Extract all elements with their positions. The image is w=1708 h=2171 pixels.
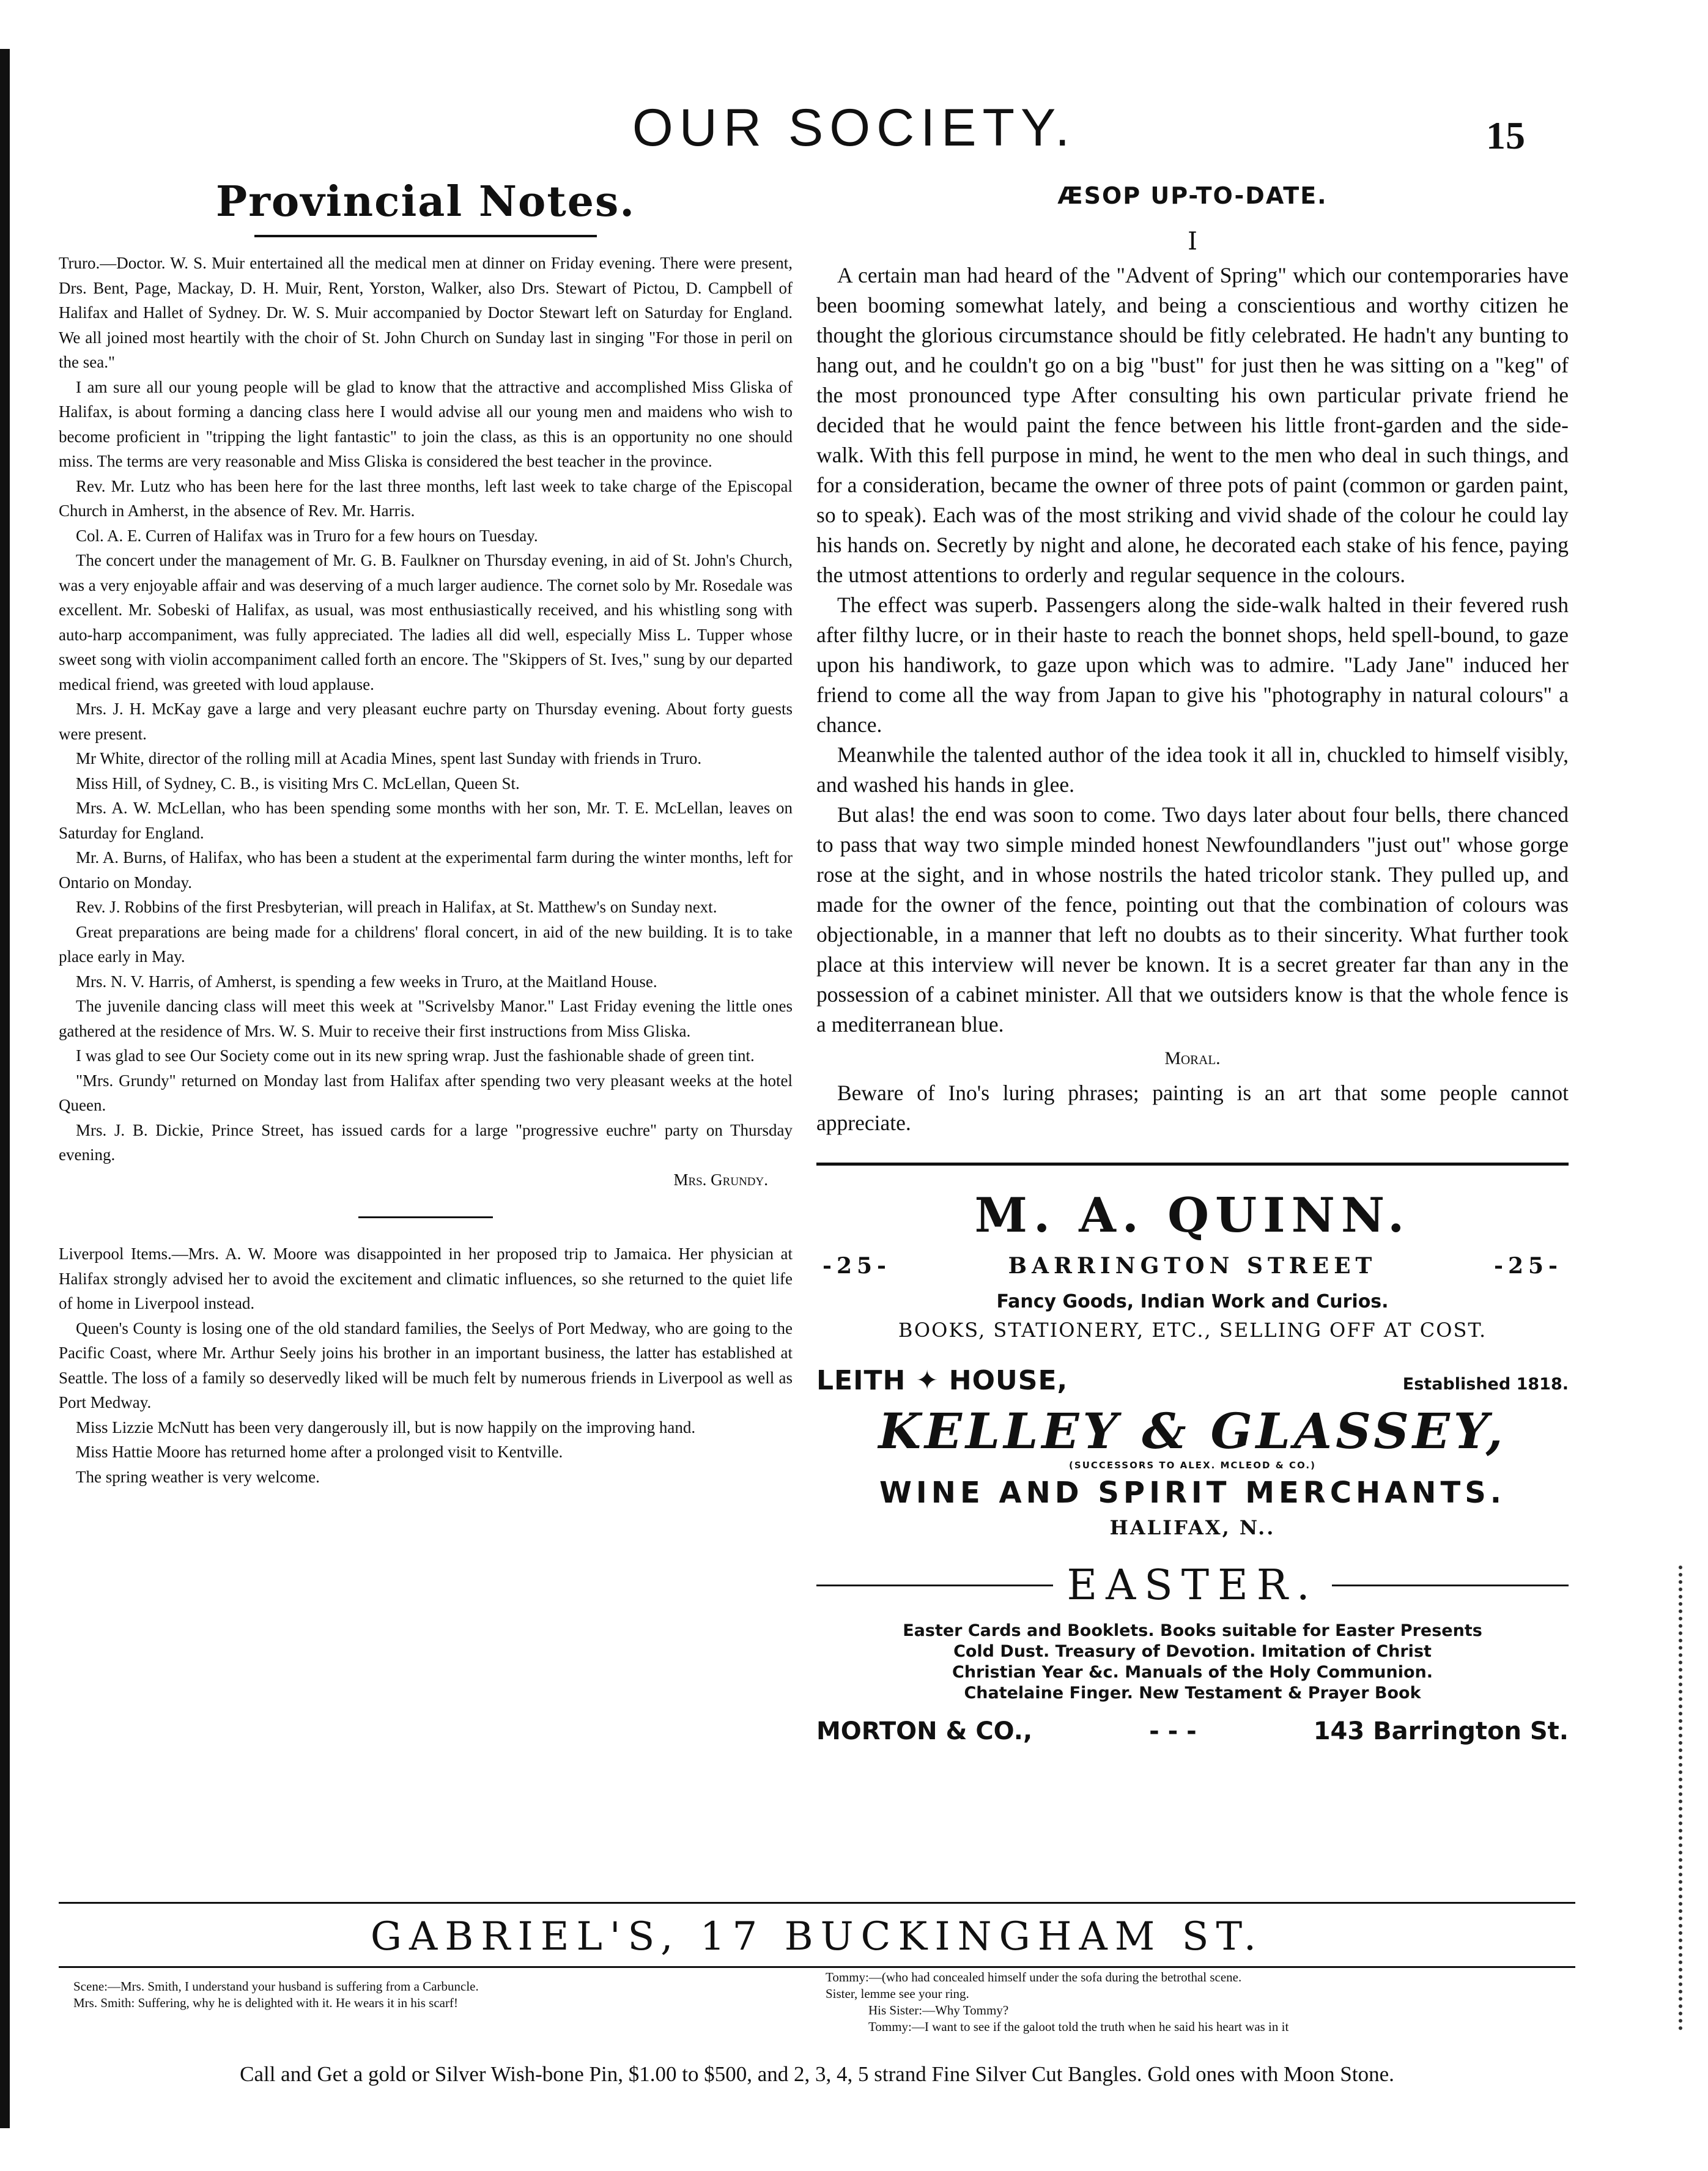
leith-house: LEITH ✦ HOUSE, bbox=[816, 1365, 1068, 1396]
gabriel-joke-right bbox=[826, 1969, 1572, 2035]
quinn-ad bbox=[816, 1188, 1569, 1342]
bangles-ad: Call and Get a gold or Silver Wish-bone Pin, $1.00 to $500, and 2, 3, 4, 5 strand Fine Silver Cut Bangles. Gold ones with Moon Stone. bbox=[240, 2062, 1394, 2086]
gabriel-rule-bottom bbox=[59, 1966, 1575, 1968]
provincial-notes-column bbox=[59, 177, 793, 1489]
aesop-paragraph: The effect was superb. Passengers along the side-walk halted in their fevered rush after filthy lucre, or in their haste to reach the bonnet shops, held spell-bound, to gaze upon his handiwork, to gaze upon which was to admire. "Lady Jane" induced her friend to come all the way from Japan to give his "photography in natural colours" a chance. bbox=[816, 593, 1569, 737]
note-paragraph: Miss Hill, of Sydney, C. B., is visiting Mrs C. McLellan, Queen St. bbox=[76, 774, 520, 793]
masthead-title: OUR SOCIETY. bbox=[632, 98, 1076, 157]
established: Established 1818. bbox=[1402, 1375, 1569, 1394]
successors-note: (SUCCESSORS TO ALEX. MCLEOD & CO.) bbox=[1069, 1460, 1316, 1471]
note-paragraph: Mrs. N. V. Harris, of Amherst, is spending a few weeks in Truro, at the Maitland House. bbox=[76, 972, 657, 991]
ad-rule bbox=[816, 1163, 1569, 1166]
note-paragraph: I am sure all our young people will be glad to know that the attractive and accomplished Miss Gliska of Halifax, is about forming a dancing class here I would advise all our young men and maidens who wish to become proficient in "tripping the light fantastic" to join the class, as this is an opportunity no one should miss. The terms are very reasonable and Miss Gliska is considered the best teacher in the province. bbox=[59, 377, 793, 470]
note-paragraph: Col. A. E. Curren of Halifax was in Truro for a few hours on Tuesday. bbox=[76, 526, 538, 545]
easter-rule-right bbox=[1332, 1585, 1569, 1586]
liverpool-paragraph: Queen's County is losing one of the old standard families, the Seelys of Port Medway, who are going to the Pacific Coast, where Mr. Arthur Seely joins his brother in an important business, the latter has established at Seattle. The loss of a family so deservedly liked will be much felt by numerous friends in Liverpool as well as Port Medway. bbox=[59, 1319, 793, 1411]
easter-items bbox=[816, 1621, 1569, 1704]
easter-line: Chatelaine Finger. New Testament & Prayer Book bbox=[964, 1684, 1421, 1703]
morton-address: 143 Barrington St. bbox=[1313, 1717, 1569, 1745]
note-paragraph: "Mrs. Grundy" returned on Monday last from Halifax after spending two very pleasant weeks at the hotel Queen. bbox=[59, 1071, 793, 1114]
joke-line: Tommy:—I want to see if the galoot told the truth when he said his heart was in it bbox=[868, 2019, 1289, 2034]
note-paragraph: Mrs. J. B. Dickie, Prince Street, has issued cards for a large "progressive euchre" party on Thursday evening. bbox=[59, 1120, 793, 1164]
quinn-name: M. A. QUINN. bbox=[974, 1188, 1411, 1243]
easter-line: Christian Year &c. Manuals of the Holy Communion. bbox=[952, 1663, 1433, 1682]
note-paragraph: Rev. Mr. Lutz who has been here for the last three months, left last week to take charge of the Episcopal Church in Amherst, in the absence of Rev. Mr. Harris. bbox=[59, 476, 793, 520]
note-paragraph: I was glad to see Our Society come out in its new spring wrap. Just the fashionable shade of green tint. bbox=[76, 1046, 755, 1065]
leith-header bbox=[816, 1365, 1569, 1396]
page-number: 15 bbox=[1486, 114, 1525, 157]
wine-merchants: WINE AND SPIRIT MERCHANTS. bbox=[879, 1476, 1506, 1510]
joke-line: Mrs. Smith: Suffering, why he is delighted with it. He wears it in his scarf! bbox=[73, 1995, 458, 2010]
note-paragraph: Truro.—Doctor. W. S. Muir entertained all the medical men at dinner on Friday evening. There were present, Drs. Bent, Page, Mackay, D. H. Muir, Rent, Yorston, Walker, also Drs. Stewart of Pictou, D. Campbell of Halifax and Hallet of Sydney. Dr. W. S. Muir accompanied by Doctor Stewart left on Saturday for England. We all joined most heartily with the choir of St. John Church on Sunday last in singing "For those in peril on the sea." bbox=[59, 254, 793, 371]
aesop-numeral: I bbox=[1188, 227, 1197, 256]
joke-line: Scene:—Mrs. Smith, I understand your husband is suffering from a Carbuncle. bbox=[73, 1979, 479, 1994]
joke-line: His Sister:—Why Tommy? bbox=[868, 2003, 1009, 2018]
morton-firm: MORTON & CO., bbox=[816, 1717, 1033, 1745]
provincial-notes-body bbox=[59, 251, 793, 1489]
aesop-title: ÆSOP UP-TO-DATE. bbox=[1057, 182, 1328, 209]
easter-header bbox=[816, 1561, 1569, 1610]
morton-dashes: - - - bbox=[1149, 1717, 1197, 1745]
liverpool-paragraph: Miss Hattie Moore has returned home after a prolonged visit to Kentville. bbox=[76, 1443, 563, 1461]
quinn-address bbox=[823, 1253, 1562, 1279]
gabriel-title: GABRIEL'S, 17 BUCKINGHAM ST. bbox=[370, 1914, 1264, 1959]
gabriel-joke-left bbox=[73, 1978, 795, 2011]
note-paragraph: Rev. J. Robbins of the first Presbyterian, will preach in Halifax, at St. Matthew's on Sunday next. bbox=[76, 898, 717, 916]
note-paragraph: Mr White, director of the rolling mill at Acadia Mines, spent last Sunday with friends in Truro. bbox=[76, 749, 702, 767]
quinn-goods: Fancy Goods, Indian Work and Curios. bbox=[996, 1291, 1389, 1312]
aesop-paragraph: A certain man had heard of the "Advent of Spring" which our contemporaries have been booming somewhat lately, and being a conscientious and worthy citizen he thought the glorious circumstance should be fitly celebrated. He hadn't any bunting to hang out, and he couldn't go on a big "bust" for just then he was sitting on a "keg" of the most pronounced type After consulting his own particular private friend he decided that he would paint the fence between his little front-garden and the side-walk. With this fell purpose in mind, he went to the men who deal in such things, and for a consideration, became the owner of three pots of paint (common or garden paint, so to speak). Each was of the most striking and vivid shade of the colour he could lay his hands on. Secretly by night and alone, he decorated each stake of his fence, paying the utmost attentions to orderly and regular sequence in the colours. bbox=[816, 263, 1569, 587]
quinn-street: BARRINGTON STREET bbox=[1008, 1253, 1377, 1279]
aesop-paragraph: But alas! the end was soon to come. Two days later about four bells, there chanced to pass that way two simple minded honest Newfoundlanders "just out" whose gorge rose at the sight, and in whose nostrils the hated tricolor stank. They pulled up, and made for the owner of the fence, pointing out that the combination of colours was objectionable, in a manner that left no doubts as to their sincerity. What further took place at this interview will never be known. It is a secret greater far than any in the possession of a cabinet minister. All that we outsiders know is that the whole fence is a mediterranean blue. bbox=[816, 802, 1569, 1037]
note-paragraph: Mrs. A. W. McLellan, who has been spending some months with her son, Mr. T. E. McLellan, leaves on Saturday for England. bbox=[59, 799, 793, 842]
easter-rule-left bbox=[816, 1585, 1053, 1586]
morton-line bbox=[816, 1717, 1569, 1745]
liverpool-paragraph: Liverpool Items.—Mrs. A. W. Moore was disappointed in her proposed trip to Jamaica. Her physician at Halifax strongly advised her to avoid the excitement and climatic influences, so she returned to the quiet life of home in Liverpool instead. bbox=[59, 1245, 793, 1312]
note-paragraph: Mrs. J. H. McKay gave a large and very pleasant euchre party on Thursday evening. About forty guests were present. bbox=[59, 700, 793, 743]
section-divider bbox=[358, 1216, 493, 1218]
leith-ad bbox=[816, 1402, 1569, 1539]
provincial-notes-heading: Provincial Notes. bbox=[215, 177, 636, 226]
quinn-books: BOOKS, STATIONERY, ETC., SELLING OFF AT COST. bbox=[898, 1319, 1487, 1342]
heading-rule bbox=[254, 235, 597, 237]
note-paragraph: The concert under the management of Mr. G. B. Faulkner on Thursday evening, in aid of St. John's Church, was a very enjoyable affair and was deserving of a much larger audience. The cornet solo by Mr. Rosedale was excellent. Mr. Sobeski of Halifax, as usual, was most enthusiastically received, and his whistling song with auto-harp accompaniment, was fully appreciated. The ladies all did well, especially Miss L. Tupper whose sweet song with violin accompaniment called forth an encore. The "Skippers of St. Ives," sung by our departed medical friend, was greeted with loud applause. bbox=[59, 551, 793, 693]
note-paragraph: The juvenile dancing class will meet this week at "Scrivelsby Manor." Last Friday evening the little ones gathered at the residence of Mrs. W. S. Muir to receive their first instructions from Miss Gliska. bbox=[59, 997, 793, 1040]
easter-line: Cold Dust. Treasury of Devotion. Imitation of Christ bbox=[953, 1642, 1432, 1661]
easter-line: Easter Cards and Booklets. Books suitable for Easter Presents bbox=[903, 1621, 1482, 1640]
signoff: Mrs. Grundy. bbox=[673, 1170, 768, 1189]
note-paragraph: Great preparations are being made for a childrens' floral concert, in aid of the new building. It is to take place early in May. bbox=[59, 922, 793, 966]
aesop-body bbox=[816, 261, 1569, 1138]
quinn-number-left: -25- bbox=[823, 1253, 891, 1279]
joke-line: Sister, lemme see your ring. bbox=[826, 1986, 969, 2001]
moral-heading: Moral. bbox=[1164, 1048, 1221, 1068]
binding-dots bbox=[1679, 1566, 1687, 2030]
quinn-number-right: -25- bbox=[1494, 1253, 1562, 1279]
moral-text: Beware of Ino's luring phrases; painting is an art that some people cannot appreciate. bbox=[816, 1081, 1569, 1135]
right-column bbox=[816, 177, 1569, 1745]
joke-line: Tommy:—(who had concealed himself under the sofa during the betrothal scene. bbox=[826, 1970, 1242, 1984]
easter-title: EASTER. bbox=[1067, 1561, 1318, 1610]
page-edge-bar bbox=[0, 49, 10, 2128]
kelley-glassey: KELLEY & GLASSEY, bbox=[878, 1402, 1507, 1460]
note-paragraph: Mr. A. Burns, of Halifax, who has been a student at the experimental farm during the winter months, left for Ontario on Monday. bbox=[59, 848, 793, 892]
gabriel-rule-top bbox=[59, 1902, 1575, 1904]
liverpool-paragraph: Miss Lizzie McNutt has been very dangerously ill, but is now happily on the improving hand. bbox=[76, 1418, 696, 1437]
liverpool-paragraph: The spring weather is very welcome. bbox=[76, 1467, 320, 1486]
aesop-paragraph: Meanwhile the talented author of the idea took it all in, chuckled to himself visibly, and washed his hands in glee. bbox=[816, 742, 1569, 797]
halifax: HALIFAX, N.. bbox=[1109, 1516, 1276, 1539]
